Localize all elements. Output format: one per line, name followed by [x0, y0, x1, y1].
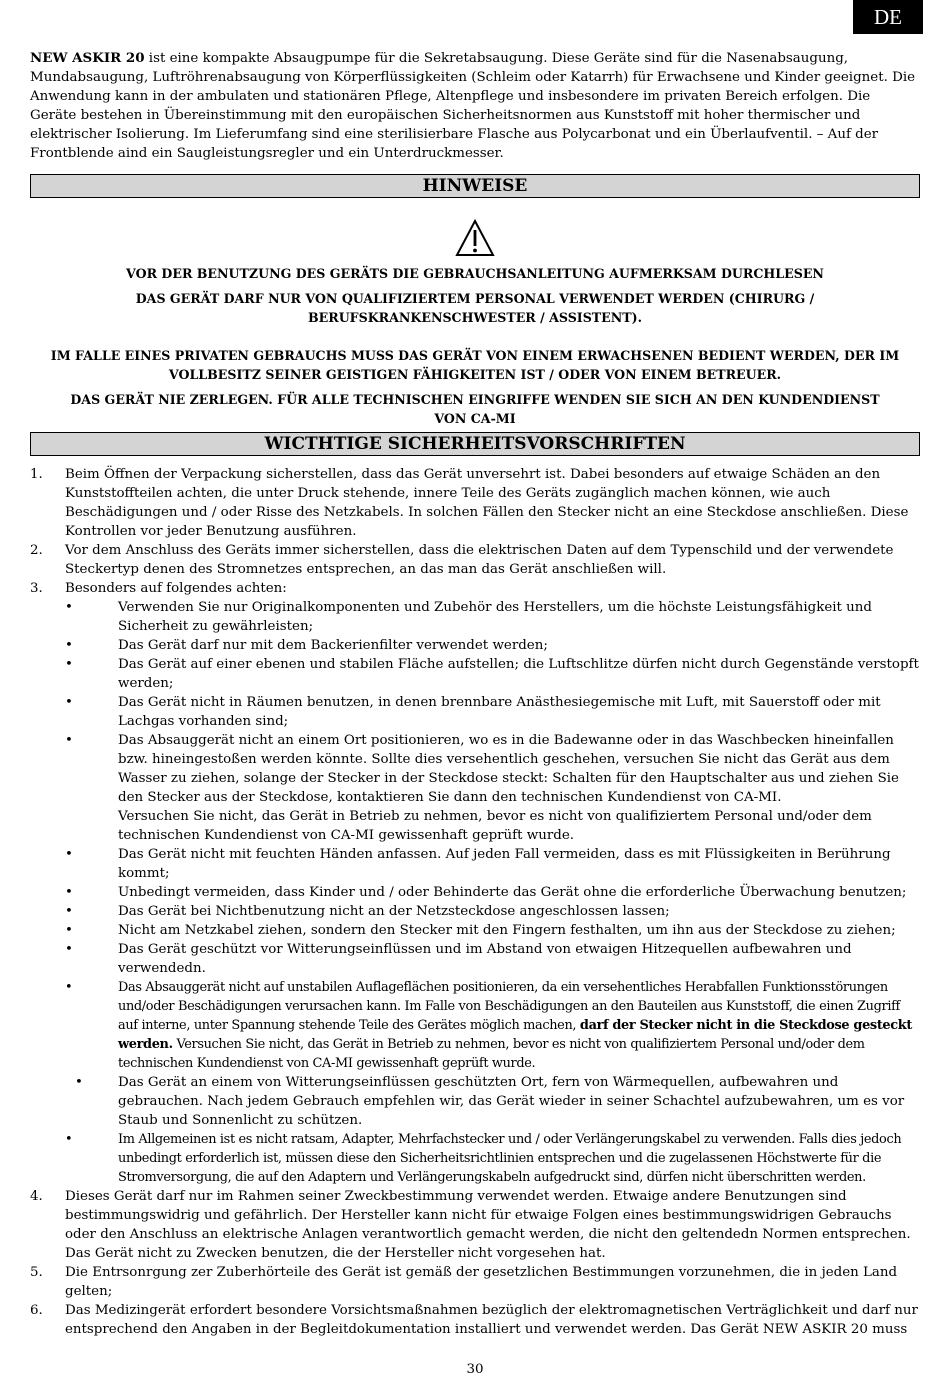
bullet-item — [65, 731, 920, 845]
rule-number: 6. — [30, 1303, 43, 1318]
bullet-list — [65, 598, 920, 1187]
bullet-item — [65, 1130, 920, 1187]
bullet-text: Das Gerät bei Nichtbenutzung nicht an der Netzsteckdose angeschlossen lassen; — [118, 904, 670, 919]
warning-line-2: DAS GERÄT DARF NUR VON QUALIFIZIERTEM PERSONAL VERWENDET WERDEN (CHIRURG / BERUFSKRANKENSCHWESTER / ASSISTENT). — [135, 291, 815, 325]
bullet-dot: • — [65, 980, 73, 995]
language-tab: DE — [853, 0, 923, 34]
rule-text: Die Entrsonrgung zer Zuberhörteile des Gerät ist gemäß der gesetzlichen Bestimmungen vorzunehmen, die in jeden Land gelten; — [65, 1265, 898, 1299]
page-number: 30 — [466, 1362, 484, 1377]
rule-text: Das Medizingerät erfordert besondere Vorsichtsmaßnahmen bezüglich der elektromagnetischen Verträglichkeit und darf nur entsprechend den Angaben in der Begleitdokumentation installiert und verwendet werden. Das Gerät NEW ASKIR 20 muss — [65, 1303, 918, 1337]
bullet-dot: • — [65, 923, 73, 938]
warning-triangle-icon — [455, 219, 495, 257]
rule-text: Vor dem Anschluss des Geräts immer sicherstellen, dass die elektrischen Daten auf dem Typenschild und der verwendete Steckertyp denen des Stromnetzes entsprechen, an das man das Gerät anschließen will. — [65, 543, 894, 577]
bullet-text: Das Gerät nicht in Räumen benutzen, in denen brennbare Anästhesiegemische mit Luft, mit Sauerstoff oder mit Lachgas vorhanden sind; — [118, 695, 881, 729]
bullet-dot: • — [65, 942, 73, 957]
bullet-dot: • — [65, 733, 73, 748]
warning-line-3: IM FALLE EINES PRIVATEN GEBRAUCHS MUSS DAS GERÄT VON EINEM ERWACHSENEN BEDIENT WERDEN, DER IM VOLLBESITZ SEINER GEISTIGEN FÄHIGKEITEN IST / ODER VON EINEM BETREUER. — [50, 348, 900, 382]
bullet-dot: • — [65, 695, 73, 710]
rule-number: 1. — [30, 467, 43, 482]
rule-item — [30, 465, 920, 541]
warning-line-1: VOR DER BENUTZUNG DES GERÄTS DIE GEBRAUCHSANLEITUNG AUFMERKSAM DURCHLESEN — [126, 266, 824, 281]
bullet-item — [65, 1073, 920, 1130]
bullet-text: Das Gerät an einem von Witterungseinflüssen geschützten Ort, fern von Wärmequellen, aufbewahren und gebrauchen. Nach jedem Gebrauch empfehlen wir, das Gerät wieder in seiner Schachtel aufzubewahren, um es vor Staub und Sonnenlicht zu schützen. — [118, 1075, 905, 1128]
bullet-item — [65, 845, 920, 883]
bullet-text: Das Gerät darf nur mit dem Backerienfilter verwendet werden; — [118, 638, 548, 653]
bullet-dot: • — [65, 638, 73, 653]
rule-item — [30, 1301, 920, 1339]
bullet-item — [65, 978, 920, 1073]
safety-rules-list — [30, 465, 920, 1339]
bullet-text: Verwenden Sie nur Originalkomponenten und Zubehör des Herstellers, um die höchste Leistungsfähigkeit und Sicherheit zu gewährleisten; — [118, 600, 872, 634]
rule-number: 2. — [30, 543, 43, 558]
bullet-text: Das Gerät geschützt vor Witterungseinflüssen und im Abstand von etwaigen Hitzequellen aufbewahren und verwendedn. — [118, 942, 852, 976]
intro-text: ist eine kompakte Absaugpumpe für die Sekretabsaugung. Diese Geräte sind für die Nasenabsaugung, Mundabsaugung, Luftröhrenabsaugung von Körperflüssigkeiten (Schleim oder Katarrh) für Erwachsene und Kinder geeignet. Die Anwendung kann in der ambulaten und stationären Pflege, Altenpflege und insbesondere im privaten Bereich erfolgen. Die Geräte bestehen in Übereinstimmung mit den europäischen Sicherheitsnormen aus Kunststoff mit hoher thermischer und elektrischer Isolierung. Im Lieferumfang sind eine sterilisierbare Flasche aus Polycarbonat und ein Überlaufventil. – Auf der Frontblende aind ein Saugleistungsregler und ein Unterdruckmesser. — [30, 51, 916, 161]
bullet-item — [65, 883, 920, 902]
rule-item — [30, 541, 920, 579]
bullet-item — [65, 598, 920, 636]
bullet-text: Das Gerät auf einer ebenen und stabilen Fläche aufstellen; die Luftschlitze dürfen nicht durch Gegenstände verstopft werden; — [118, 657, 919, 691]
hinweise-heading: HINWEISE — [30, 174, 920, 198]
bullet-item — [65, 902, 920, 921]
bullet-text: Versuchen Sie nicht, das Gerät in Betrieb zu nehmen, bevor es nicht von qualifiziertem Personal und/oder dem technischen Kundendienst von CA-MI gewissenhaft geprüft wurde. — [118, 1037, 865, 1071]
bullet-dot: • — [65, 885, 73, 900]
bullet-item — [65, 636, 920, 655]
bullet-item — [65, 655, 920, 693]
safety-heading: WICTHTIGE SICHERHEITSVORSCHRIFTEN — [30, 432, 920, 456]
bullet-dot: • — [65, 657, 73, 672]
product-name: NEW ASKIR 20 — [30, 50, 145, 66]
rule-item — [30, 1187, 920, 1263]
bullet-dot: • — [75, 1075, 83, 1090]
bullet-text: Das Absauggerät nicht auf unstabilen Auflageflächen positionieren, da ein versehentliches Herabfallen Funktionsstörungen und/oder Beschädigungen verursachen kann. Im Falle von Beschädigungen an den Bauteilen aus Kunststoff, die einen Zugriff auf interne, unter Spannung stehende Teile des Gerätes möglich machen, — [118, 980, 900, 1033]
bullet-text: Nicht am Netzkabel ziehen, sondern den Stecker mit den Fingern festhalten, um ihn aus der Steckdose zu ziehen; — [118, 923, 896, 938]
bullet-dot: • — [65, 1132, 73, 1147]
rule-text: Besonders auf folgendes achten: — [65, 581, 287, 596]
bullet-text-bold: darf der Stecker nicht in die Steckdose gesteckt werden. — [118, 1018, 912, 1052]
bullet-dot: • — [65, 847, 73, 862]
warning-line-4: DAS GERÄT NIE ZERLEGEN. FÜR ALLE TECHNISCHEN EINGRIFFE WENDEN SIE SICH AN DEN KUNDENDIENST VON CA-MI — [70, 392, 880, 426]
bullet-item — [65, 693, 920, 731]
page-content — [30, 49, 920, 1339]
bullet-item — [65, 921, 920, 940]
rule-item — [30, 579, 920, 1187]
bullet-text: Im Allgemeinen ist es nicht ratsam, Adapter, Mehrfachstecker und / oder Verlängerungskabel zu verwenden. Falls dies jedoch unbedingt erforderlich ist, müssen diese den Sicherheitsrichtlinien entsprechen und die zugelassenen Höchstwerte für die Stromversorgung, die auf den Adaptern und Verlängerungskabeln aufgedruckt sind, dürfen nicht überschritten werden. — [118, 1132, 902, 1185]
bullet-text: Das Gerät nicht mit feuchten Händen anfassen. Auf jeden Fall vermeiden, dass es mit Flüssigkeiten in Berührung kommt; — [118, 847, 891, 881]
bullet-text: Das Absauggerät nicht an einem Ort positionieren, wo es in die Badewanne oder in das Waschbecken hineinfallen bzw. hineingestoßen werden könnte. Sollte dies versehentlich geschehen, versuchen Sie nicht das Gerät aus dem Wasser zu ziehen, solange der Stecker in der Steckdose steckt: Schalten für den Hauptschalter aus und ziehen Sie den Stecker aus der Steckdose, kontaktieren Sie dann den technischen Kundendienst von CA-MI. — [118, 733, 899, 805]
bullet-item — [65, 940, 920, 978]
rule-text: Beim Öffnen der Verpackung sicherstellen, dass das Gerät unversehrt ist. Dabei besonders auf etwaige Schäden an den Kunststoffteilen achten, die unter Druck stehende, innere Teile des Geräts zugänglich machen können, wie auch Beschädigungen und / oder Risse des Netzkabels. In solchen Fällen den Stecker nicht an eine Steckdose anschließen. Diese Kontrollen vor jeder Benutzung ausführen. — [65, 467, 909, 539]
rule-item — [30, 1263, 920, 1301]
rule-number: 5. — [30, 1265, 43, 1280]
intro-paragraph — [30, 49, 920, 163]
bullet-dot: • — [65, 600, 73, 615]
bullet-dot: • — [65, 904, 73, 919]
bullet-text-extra: Versuchen Sie nicht, das Gerät in Betrieb zu nehmen, bevor es nicht von qualifiziertem Personal und/oder dem technischen Kundendienst von CA-MI gewissenhaft geprüft wurde. — [118, 809, 872, 843]
rule-number: 4. — [30, 1189, 43, 1204]
rule-number: 3. — [30, 581, 43, 596]
bullet-text: Unbedingt vermeiden, dass Kinder und / oder Behinderte das Gerät ohne die erforderliche Überwachung benutzen; — [118, 885, 907, 900]
rule-text: Dieses Gerät darf nur im Rahmen seiner Zweckbestimmung verwendet werden. Etwaige andere Benutzungen sind bestimmungswidrig und gefährlich. Der Hersteller kann nicht für etwaige Folgen eines bestimmungswidrigen Gebrauchs oder den Anschluss an elektrische Anlagen verantwortlich gemacht werden, die nicht den geltendedn Normen entsprechen. Das Gerät nicht zu Zwecken benutzen, die der Hersteller nicht vorgesehen hat. — [65, 1189, 911, 1261]
